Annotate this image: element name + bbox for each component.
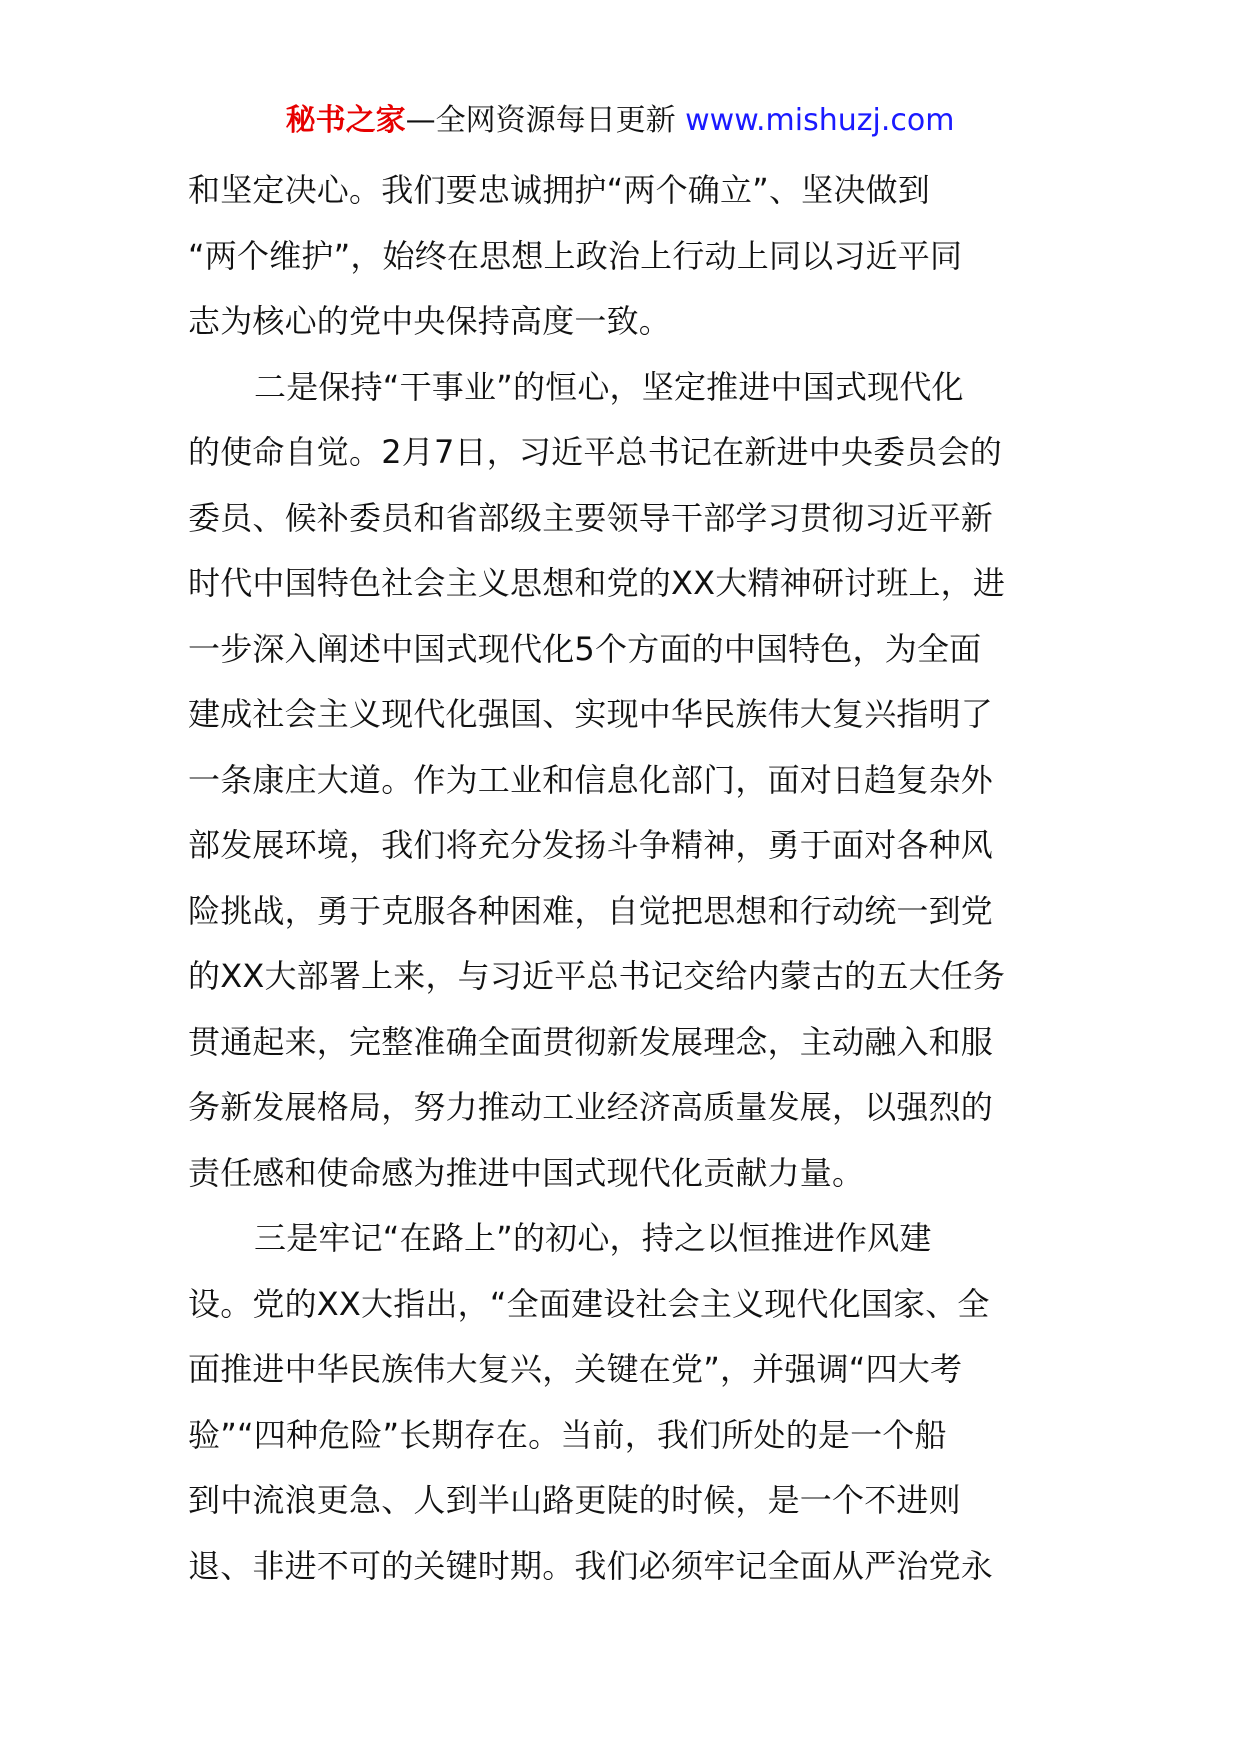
text-line: 面推进中华民族伟大复兴，关键在党”，并强调“四大考 bbox=[188, 1350, 963, 1388]
site-tagline: —全网资源每日更新 bbox=[405, 103, 686, 138]
text-line: 险挑战，勇于克服各种困难，自觉把思想和行动统一到党 bbox=[188, 891, 994, 930]
text-line: 一步深入阐述中国式现代化5个方面的中国特色，为全面 bbox=[188, 629, 982, 668]
text-line: 委员、候补委员和省部级主要领导干部学习贯彻习近平新 bbox=[188, 498, 994, 537]
document-body bbox=[188, 158, 1058, 1599]
text-line: “两个维护”，始终在思想上政治上行动上同以习近平同 bbox=[188, 236, 963, 275]
text-line: 验”“四种危险”长期存在。当前，我们所处的是一个船 bbox=[188, 1415, 947, 1454]
text-line: 建成社会主义现代化强国、实现中华民族伟大复兴指明了 bbox=[188, 695, 994, 733]
site-url-link[interactable]: www.mishuzj.com bbox=[685, 103, 955, 138]
paragraph-start-line: 三是牢记“在路上”的初心，持之以恒推进作风建 bbox=[254, 1219, 932, 1257]
site-header bbox=[0, 101, 1240, 141]
paragraph-start-line: 二是保持“干事业”的恒心，坚定推进中国式现代化 bbox=[254, 367, 964, 406]
text-line: 退、非进不可的关键时期。我们必须牢记全面从严治党永 bbox=[188, 1546, 994, 1585]
site-brand: 秘书之家 bbox=[285, 103, 406, 138]
text-line: 志为核心的党中央保持高度一致。 bbox=[188, 302, 672, 340]
text-line: 贯通起来，完整准确全面贯彻新发展理念，主动融入和服 bbox=[188, 1022, 994, 1061]
text-line: 的XX大部署上来，与习近平总书记交给内蒙古的五大任务 bbox=[188, 957, 1006, 995]
text-line: 一条康庄大道。作为工业和信息化部门，面对日趋复杂外 bbox=[188, 760, 994, 799]
text-line: 到中流浪更急、人到半山路更陡的时候，是一个不进则 bbox=[188, 1481, 961, 1519]
text-line: 时代中国特色社会主义思想和党的XX大精神研讨班上，进 bbox=[188, 564, 1006, 602]
text-line: 部发展环境，我们将充分发扬斗争精神，勇于面对各种风 bbox=[188, 826, 994, 864]
text-line: 务新发展格局，努力推动工业经济高质量发展，以强烈的 bbox=[188, 1088, 994, 1126]
text-line: 责任感和使命感为推进中国式现代化贡献力量。 bbox=[188, 1153, 865, 1192]
text-line: 和坚定决心。我们要忠诚拥护“两个确立”、坚决做到 bbox=[188, 171, 930, 209]
text-line: 的使命自觉。2月7日，习近平总书记在新进中央委员会的 bbox=[188, 433, 1002, 471]
text-line: 设。党的XX大指出，“全面建设社会主义现代化国家、全 bbox=[188, 1284, 990, 1323]
